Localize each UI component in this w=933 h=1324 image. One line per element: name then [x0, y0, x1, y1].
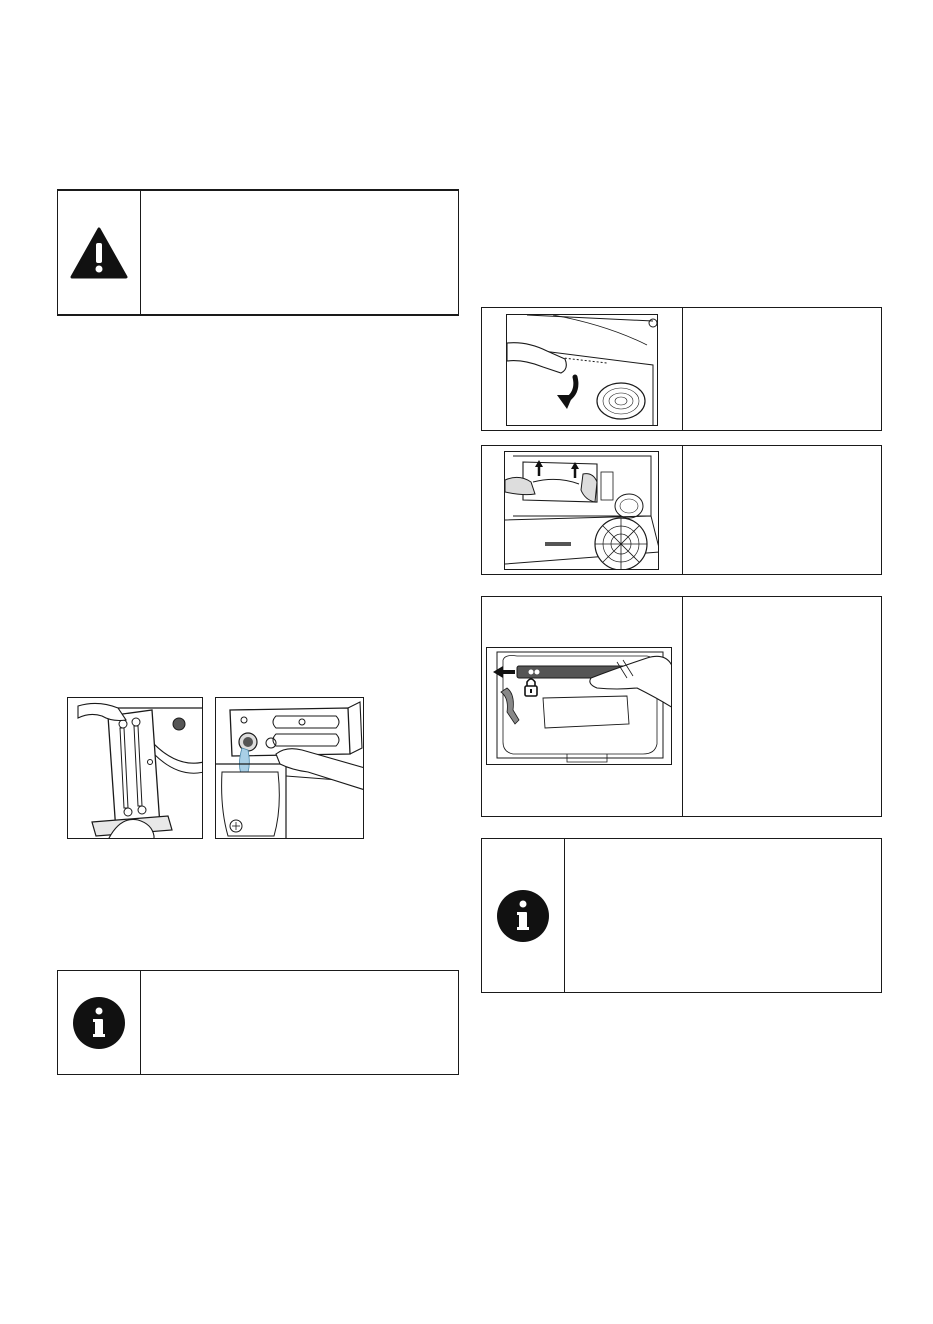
info-circle-icon	[496, 889, 550, 943]
step-box-3	[481, 596, 882, 817]
warning-box	[57, 189, 459, 316]
filter-cover-open-illustration	[506, 314, 658, 426]
step-text-3	[683, 597, 881, 816]
info-circle-icon	[72, 996, 126, 1050]
step-box-1	[481, 307, 882, 431]
detergent-drawer-removal-illustration	[67, 697, 203, 839]
info-box-right	[481, 838, 882, 993]
info-text-right	[565, 839, 881, 992]
warning-text	[141, 191, 458, 314]
warning-triangle-icon	[69, 226, 129, 280]
info-icon-cell-right	[482, 839, 565, 992]
info-box-left	[57, 970, 459, 1075]
step-text-2	[683, 446, 881, 574]
step-text-1	[683, 308, 881, 430]
step-figure-cell-1	[482, 308, 683, 430]
step-figure-cell-3	[482, 597, 683, 816]
info-icon-cell-left	[58, 971, 141, 1074]
filter-compartment-illustration	[504, 451, 659, 570]
step-figure-cell-2	[482, 446, 683, 574]
warning-icon-cell	[58, 191, 141, 314]
filter-lock-illustration	[486, 647, 672, 765]
info-text-left	[141, 971, 458, 1074]
detergent-drawer-rinse-illustration	[215, 697, 364, 839]
step-box-2	[481, 445, 882, 575]
